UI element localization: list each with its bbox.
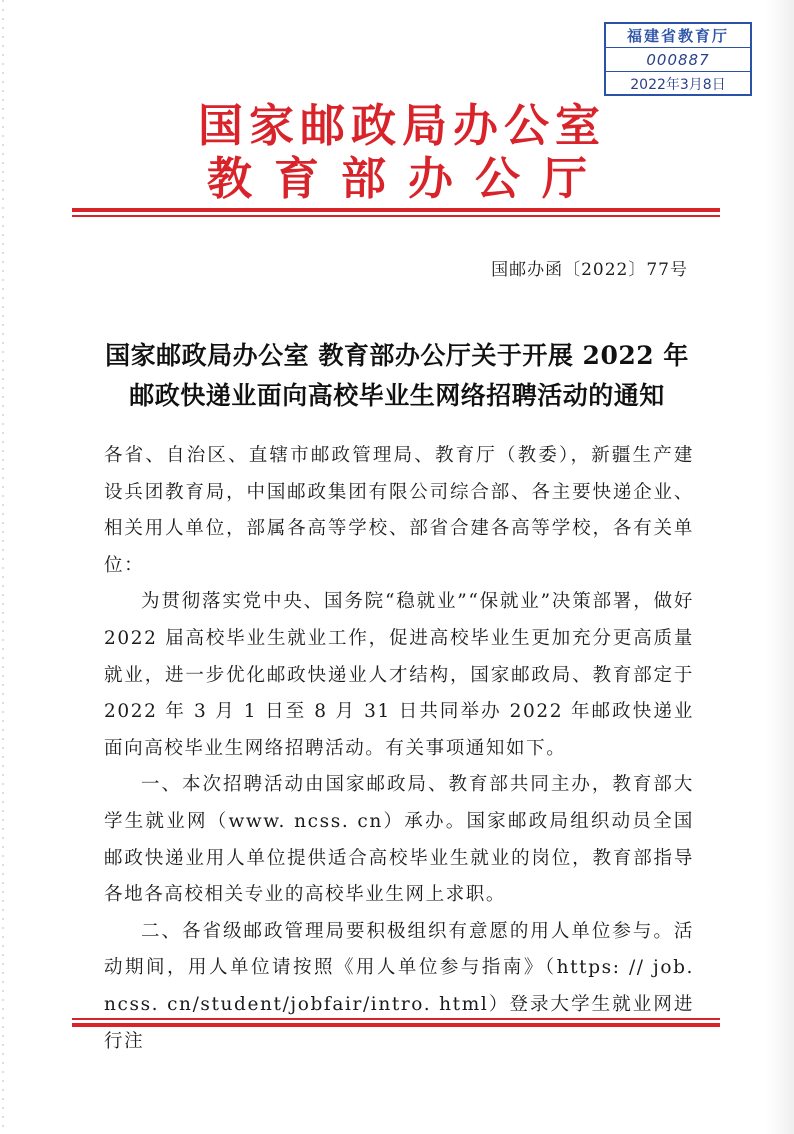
document-number: 国邮办函〔2022〕77号 xyxy=(491,260,688,280)
stamp-date-row xyxy=(606,72,750,96)
issuer-header-line2: 教育部办公厅 xyxy=(206,152,609,205)
document-title xyxy=(0,336,794,416)
document-title-line1: 国家邮政局办公室 教育部办公厅关于开展 2022 年 xyxy=(105,341,689,370)
stamp-agency: 福建省教育厅 xyxy=(626,27,729,45)
stamp-agency-row xyxy=(606,24,750,48)
document-title-line2: 邮政快递业面向高校毕业生网络招聘活动的通知 xyxy=(129,381,665,410)
receipt-stamp xyxy=(604,22,752,96)
stamp-serial-number: 000887 xyxy=(646,50,710,69)
stamp-date: 2022年3月8日 xyxy=(630,77,726,93)
document-body xyxy=(104,438,694,1060)
paragraph-item-2: 二、各省级邮政管理局要积极组织有意愿的用人单位参与。活动期间，用人单位请按照《用人单位参与指南》（https: // job. ncss. cn/student/jobfair/intro. html）登录大学生就业网进行注 xyxy=(104,920,694,1052)
stamp-serial-row xyxy=(606,48,750,72)
salutation: 各省、自治区、直辖市邮政管理局、教育厅（教委），新疆生产建设兵团教育局，中国邮政集团有限公司综合部、各主要快递企业、相关用人单位，部属各高等学校、部省合建各高等学校，各有关单位： xyxy=(104,445,694,576)
issuer-header-line1: 国家邮政局办公室 xyxy=(197,99,606,152)
footer-divider xyxy=(72,1018,720,1027)
header-divider xyxy=(72,208,720,217)
paragraph-item-1: 一、本次招聘活动由国家邮政局、教育部共同主办，教育部大学生就业网（www. ncss. cn）承办。国家邮政局组织动员全国邮政快递业用人单位提供适合高校毕业生就业的岗位，教育部指导各地各高校相关专业的高校毕业生网上求职。 xyxy=(104,774,694,906)
paragraph-intro: 为贯彻落实党中央、国务院“稳就业”“保就业”决策部署，做好 2022 届高校毕业生就业工作，促进高校毕业生更加充分更高质量就业，进一步优化邮政快递业人才结构，国家邮政局、教育部定于 2022 年 3 月 1 日至 8 月 31 日共同举办 2022 年邮政快递业面向高校毕业生网络招聘活动。有关事项通知如下。 xyxy=(104,591,694,759)
issuer-header xyxy=(0,100,794,206)
